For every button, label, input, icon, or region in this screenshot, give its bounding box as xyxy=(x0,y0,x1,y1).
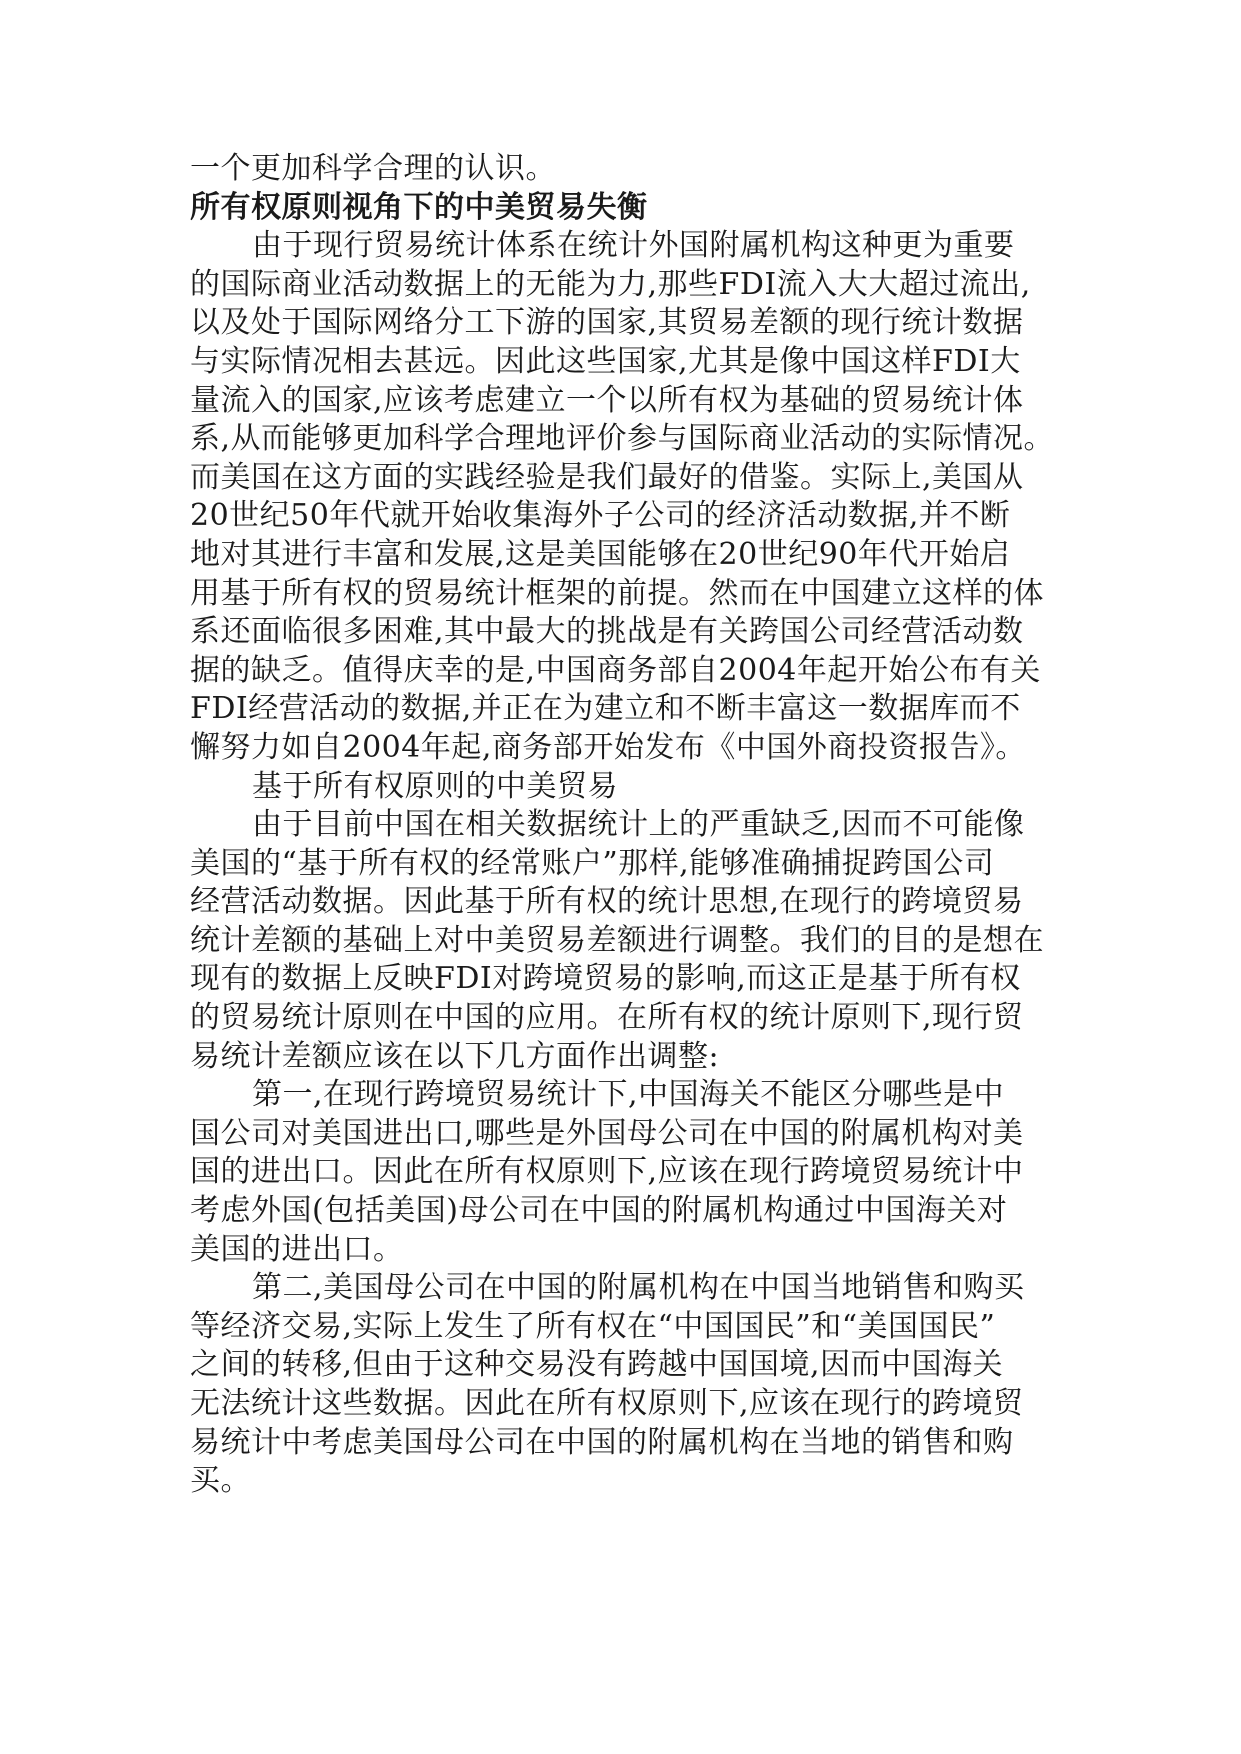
text-line: 之间的转移,但由于这种交易没有跨越中国国境,因而中国海关 xyxy=(190,1347,1004,1383)
paragraph-first-line: 由于现行贸易统计体系在统计外国附属机构这种更为重要 xyxy=(252,228,1015,264)
text-line: 经营活动数据。因此基于所有权的统计思想,在现行的跨境贸易 xyxy=(190,884,1024,920)
text-line: 据的缺乏。值得庆幸的是,中国商务部自2004年起开始公布有关 xyxy=(190,652,1041,688)
text-line: 美国的进出口。 xyxy=(190,1231,404,1267)
paragraph-first-line: 第一,在现行跨境贸易统计下,中国海关不能区分哪些是中 xyxy=(252,1077,1005,1113)
text-line: 考虑外国(包括美国)母公司在中国的附属机构通过中国海关对 xyxy=(190,1193,1008,1229)
text-line: 与实际情况相去甚远。因此这些国家,尤其是像中国这样FDI大 xyxy=(190,343,1021,379)
text-line: 买。 xyxy=(190,1463,251,1499)
text-line: 量流入的国家,应该考虑建立一个以所有权为基础的贸易统计体 xyxy=(190,382,1024,418)
text-line: 无法统计这些数据。因此在所有权原则下,应该在现行的跨境贸 xyxy=(190,1386,1024,1421)
text-line: 用基于所有权的贸易统计框架的前提。然而在中国建立这样的体 xyxy=(190,575,1044,611)
document-page xyxy=(190,150,1055,1501)
text-line: 地对其进行丰富和发展,这是美国能够在20世纪90年代开始启 xyxy=(190,536,1011,572)
text-line: 系,从而能够更加科学合理地评价参与国际商业活动的实际情况。 xyxy=(190,421,1055,457)
text-line: 的贸易统计原则在中国的应用。在所有权的统计原则下,现行贸 xyxy=(190,1000,1024,1036)
text-line: 20世纪50年代就开始收集海外子公司的经济活动数据,并不断 xyxy=(190,498,1011,534)
text-line: FDI经营活动的数据,并正在为建立和不断丰富这一数据库而不 xyxy=(190,691,1021,727)
paragraph-first-line: 第二,美国母公司在中国的附属机构在中国当地销售和购买 xyxy=(252,1270,1025,1306)
text-line: 国公司对美国进出口,哪些是外国母公司在中国的附属机构对美 xyxy=(190,1115,1024,1151)
text-line: 以及处于国际网络分工下游的国家,其贸易差额的现行统计数据 xyxy=(190,305,1024,341)
subsection-heading: 基于所有权原则的中美贸易 xyxy=(252,768,618,804)
text-line: 的国际商业活动数据上的无能为力,那些FDI流入大大超过流出, xyxy=(190,266,1031,302)
text-line: 国的进出口。因此在所有权原则下,应该在现行跨境贸易统计中 xyxy=(190,1154,1024,1190)
text-line: 懈努力如自2004年起,商务部开始发布《中国外商投资报告》。 xyxy=(190,729,1026,765)
text-line: 系还面临很多困难,其中最大的挑战是有关跨国公司经营活动数 xyxy=(190,614,1024,650)
text-line: 现有的数据上反映FDI对跨境贸易的影响,而这正是基于所有权 xyxy=(190,961,1021,997)
paragraph-first-line: 由于目前中国在相关数据统计上的严重缺乏,因而不可能像 xyxy=(252,807,1025,843)
text-line: 等经济交易,实际上发生了所有权在“中国国民”和“美国国民” xyxy=(190,1308,996,1344)
text-line: 一个更加科学合理的认识。 xyxy=(190,151,556,186)
text-line: 美国的“基于所有权的经常账户”那样,能够准确捕捉跨国公司 xyxy=(190,845,995,881)
text-line: 统计差额的基础上对中美贸易差额进行调整。我们的目的是想在 xyxy=(190,922,1044,958)
text-line: 而美国在这方面的实践经验是我们最好的借鉴。实际上,美国从 xyxy=(190,459,1024,495)
text-line: 易统计中考虑美国母公司在中国的附属机构在当地的销售和购 xyxy=(190,1424,1014,1460)
section-heading: 所有权原则视角下的中美贸易失衡 xyxy=(190,189,648,225)
text-line: 易统计差额应该在以下几方面作出调整: xyxy=(190,1038,720,1074)
